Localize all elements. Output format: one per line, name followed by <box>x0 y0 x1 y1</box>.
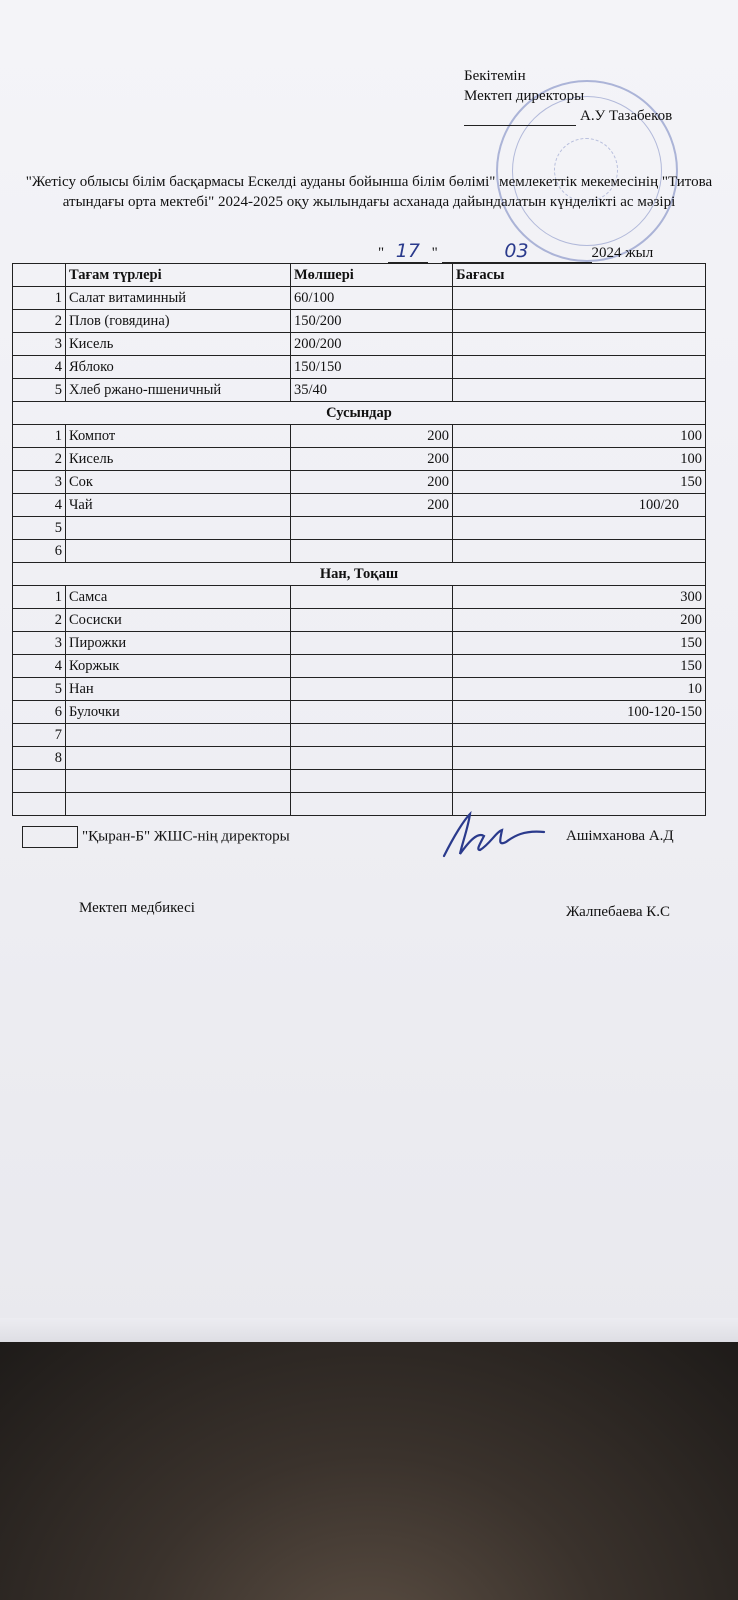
bakery-price: 150 <box>453 655 706 678</box>
drink-quantity: 200 <box>291 448 453 471</box>
row-number: 3 <box>13 333 66 356</box>
table-row <box>13 632 706 655</box>
bakery-quantity <box>291 701 453 724</box>
bakery-price: 200 <box>453 609 706 632</box>
director-label: "Қыран-Б" ЖШС-нің директоры <box>82 828 290 845</box>
row-number: 2 <box>13 310 66 333</box>
bakery-price <box>453 724 706 747</box>
bakery-name <box>66 724 291 747</box>
document-title: "Жетісу облысы білім басқармасы Ескелді ауданы бойынша білім бөлімі" мемлекеттік мекемесінің "Титова атындағы орта мектебі" 2024-2025 оқу жылындағы асханада дайындалатын күнделікті ас мәзірі <box>25 174 713 210</box>
drink-quantity <box>291 540 453 563</box>
background-surface <box>0 1342 738 1600</box>
table-row <box>13 724 706 747</box>
section-drinks-header: Сусындар <box>13 402 706 425</box>
approval-line1: Бекітемін <box>464 68 526 84</box>
nurse-name: Жалпебаева К.С <box>566 904 671 920</box>
dish-quantity: 150/150 <box>291 356 453 379</box>
director-name: Ашімханова А.Д <box>566 828 674 844</box>
table-row <box>13 494 706 517</box>
table-row <box>13 356 706 379</box>
row-number: 1 <box>13 586 66 609</box>
header-dish: Тағам түрлері <box>66 264 291 287</box>
row-number: 8 <box>13 747 66 770</box>
dish-name: Кисель <box>66 333 291 356</box>
bakery-name: Булочки <box>66 701 291 724</box>
bakery-quantity <box>291 747 453 770</box>
footer-empty-cell <box>22 826 78 848</box>
bakery-price: 100-120-150 <box>453 701 706 724</box>
table-header-row <box>13 264 706 287</box>
dish-price <box>453 379 706 402</box>
row-number: 4 <box>13 494 66 517</box>
drink-name: Чай <box>66 494 291 517</box>
empty-cell <box>13 770 66 793</box>
drink-price <box>453 517 706 540</box>
bakery-quantity <box>291 632 453 655</box>
header-price: Бағасы <box>453 264 706 287</box>
row-number: 5 <box>13 678 66 701</box>
dish-name: Салат витаминный <box>66 287 291 310</box>
row-number: 6 <box>13 701 66 724</box>
drink-quantity: 200 <box>291 494 453 517</box>
bakery-price: 150 <box>453 632 706 655</box>
row-number: 2 <box>13 609 66 632</box>
section-bakery-header: Нан, Тоқаш <box>13 563 706 586</box>
header-number-cell <box>13 264 66 287</box>
row-number: 4 <box>13 356 66 379</box>
table-row <box>13 678 706 701</box>
dish-price <box>453 287 706 310</box>
bakery-price: 300 <box>453 586 706 609</box>
row-number: 1 <box>13 287 66 310</box>
drink-price: 100 <box>453 448 706 471</box>
drink-price <box>453 540 706 563</box>
drink-name: Кисель <box>66 448 291 471</box>
empty-cell <box>13 793 66 816</box>
dish-quantity: 200/200 <box>291 333 453 356</box>
dish-price <box>453 310 706 333</box>
nurse-label: Мектеп медбикесі <box>79 900 195 916</box>
drink-price: 100 <box>453 425 706 448</box>
table-row <box>13 379 706 402</box>
dish-quantity: 35/40 <box>291 379 453 402</box>
bakery-price <box>453 747 706 770</box>
approval-block <box>464 66 672 126</box>
row-number: 3 <box>13 471 66 494</box>
row-number: 3 <box>13 632 66 655</box>
table-row <box>13 333 706 356</box>
director-row <box>22 826 290 848</box>
date-month: 03 <box>504 240 529 262</box>
table-row <box>13 471 706 494</box>
bakery-price: 10 <box>453 678 706 701</box>
empty-cell <box>66 793 291 816</box>
row-number: 6 <box>13 540 66 563</box>
table-row <box>13 609 706 632</box>
drink-name: Сок <box>66 471 291 494</box>
empty-cell <box>453 770 706 793</box>
bakery-name: Сосиски <box>66 609 291 632</box>
empty-row <box>13 793 706 816</box>
empty-cell <box>291 770 453 793</box>
drink-quantity: 200 <box>291 471 453 494</box>
dish-quantity: 150/200 <box>291 310 453 333</box>
table-row <box>13 655 706 678</box>
bakery-quantity <box>291 655 453 678</box>
table-row <box>13 540 706 563</box>
table-row <box>13 310 706 333</box>
bakery-name <box>66 747 291 770</box>
empty-cell <box>291 793 453 816</box>
table-row <box>13 586 706 609</box>
dish-name: Яблоко <box>66 356 291 379</box>
drink-name <box>66 540 291 563</box>
row-number: 7 <box>13 724 66 747</box>
drink-price: 150 <box>453 471 706 494</box>
dish-name: Плов (говядина) <box>66 310 291 333</box>
date-day: 17 <box>395 240 420 262</box>
menu-table <box>12 263 706 816</box>
table-row <box>13 287 706 310</box>
drink-price: 100/20 <box>453 494 706 517</box>
drink-quantity: 200 <box>291 425 453 448</box>
section-header-row <box>13 563 706 586</box>
bakery-quantity <box>291 586 453 609</box>
row-number: 1 <box>13 425 66 448</box>
date-line: " 17 " 03 2024 жыл <box>378 240 654 262</box>
row-number: 2 <box>13 448 66 471</box>
dish-price <box>453 333 706 356</box>
header-quantity: Мөлшері <box>291 264 453 287</box>
bakery-name: Нан <box>66 678 291 701</box>
row-number: 4 <box>13 655 66 678</box>
table-row <box>13 448 706 471</box>
approval-line2: Мектеп директоры <box>464 88 585 104</box>
drink-quantity <box>291 517 453 540</box>
table-row <box>13 425 706 448</box>
dish-price <box>453 356 706 379</box>
empty-row <box>13 770 706 793</box>
bakery-quantity <box>291 609 453 632</box>
table-row <box>13 701 706 724</box>
approval-name: А.У Тазабеков <box>580 108 673 124</box>
empty-cell <box>66 770 291 793</box>
bakery-name: Коржык <box>66 655 291 678</box>
bakery-quantity <box>291 678 453 701</box>
drink-name: Компот <box>66 425 291 448</box>
date-year: 2024 жыл <box>591 245 654 261</box>
dish-name: Хлеб ржано-пшеничный <box>66 379 291 402</box>
bakery-name: Самса <box>66 586 291 609</box>
handwritten-signature <box>440 806 552 864</box>
row-number: 5 <box>13 517 66 540</box>
bakery-quantity <box>291 724 453 747</box>
approval-signature-line <box>464 111 576 126</box>
drink-name <box>66 517 291 540</box>
paper-edge <box>0 1318 738 1343</box>
row-number: 5 <box>13 379 66 402</box>
bakery-name: Пирожки <box>66 632 291 655</box>
table-row <box>13 517 706 540</box>
section-header-row <box>13 402 706 425</box>
table-row <box>13 747 706 770</box>
dish-quantity: 60/100 <box>291 287 453 310</box>
